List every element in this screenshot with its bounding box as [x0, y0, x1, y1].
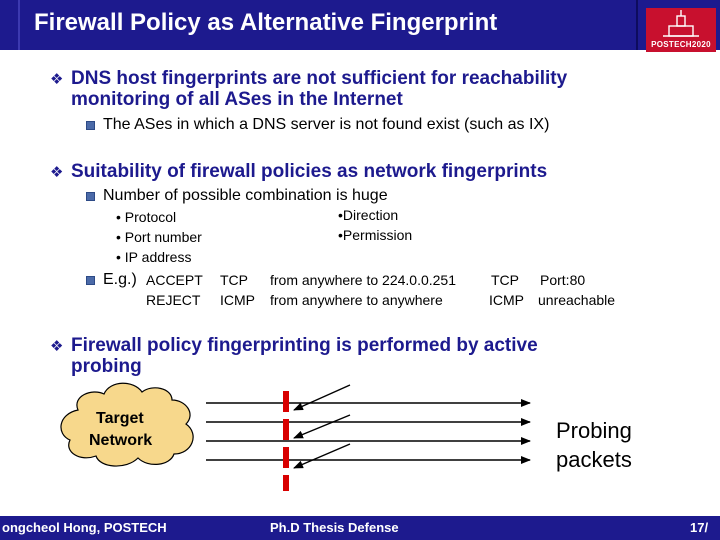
- list-item: •Permission: [338, 227, 413, 243]
- footer-page-number: 17/: [690, 520, 709, 535]
- footer-author: ongcheol Hong, POSTECH: [2, 520, 167, 535]
- list-item: • IP address: [116, 249, 192, 265]
- example-detail: Port:80: [540, 272, 586, 288]
- example-proto2: ICMP: [489, 292, 524, 308]
- section1-heading-line2: monitoring of all ASes in the Internet: [71, 89, 403, 110]
- section3-heading-line2: probing: [71, 356, 142, 377]
- bullet-diamond-icon: ❖: [50, 164, 64, 181]
- cloud-label-line1: Target: [96, 410, 144, 427]
- footer-event: Ph.D Thesis Defense: [270, 520, 399, 535]
- firewall-bar: [283, 391, 289, 412]
- example-protocol: ICMP: [220, 292, 255, 308]
- section2-sub: Number of possible combination is huge: [103, 187, 388, 204]
- section1-sub: The ASes in which a DNS server is not found exist (such as IX): [103, 116, 550, 133]
- slide-title: Firewall Policy as Alternative Fingerprint: [34, 9, 498, 36]
- bullet-diamond-icon: ❖: [50, 338, 64, 355]
- list-item: • Protocol: [116, 209, 177, 225]
- example-scope: from anywhere to anywhere: [270, 292, 443, 308]
- bullet-diamond-icon: ❖: [50, 71, 64, 88]
- example-label: E.g.): [103, 271, 137, 288]
- probing-label-line1: Probing: [556, 418, 632, 443]
- probe-arrow: [294, 385, 350, 410]
- example-protocol: TCP: [220, 272, 248, 288]
- section3-heading-line1: Firewall policy fingerprinting is performed by active: [71, 335, 538, 356]
- logo-text: POSTECH2020: [651, 40, 711, 49]
- section1-heading-line1: DNS host fingerprints are not sufficient for reachability: [71, 68, 568, 89]
- cloud-label-line2: Network: [89, 432, 153, 449]
- example-action: REJECT: [146, 292, 201, 308]
- firewall-bar: [283, 447, 289, 468]
- firewall-bar: [283, 419, 289, 440]
- probe-arrow: [294, 444, 350, 468]
- example-detail: unreachable: [538, 292, 616, 308]
- example-proto2: TCP: [491, 272, 519, 288]
- firewall-bar: [283, 475, 289, 491]
- example-action: ACCEPT: [146, 272, 203, 288]
- probing-label-line2: packets: [556, 447, 632, 472]
- list-item: • Port number: [116, 229, 202, 245]
- example-scope: from anywhere to 224.0.0.251: [270, 272, 457, 288]
- list-item: •Direction: [338, 207, 399, 223]
- probe-arrow: [294, 415, 350, 438]
- section2-heading: Suitability of firewall policies as network fingerprints: [71, 161, 548, 182]
